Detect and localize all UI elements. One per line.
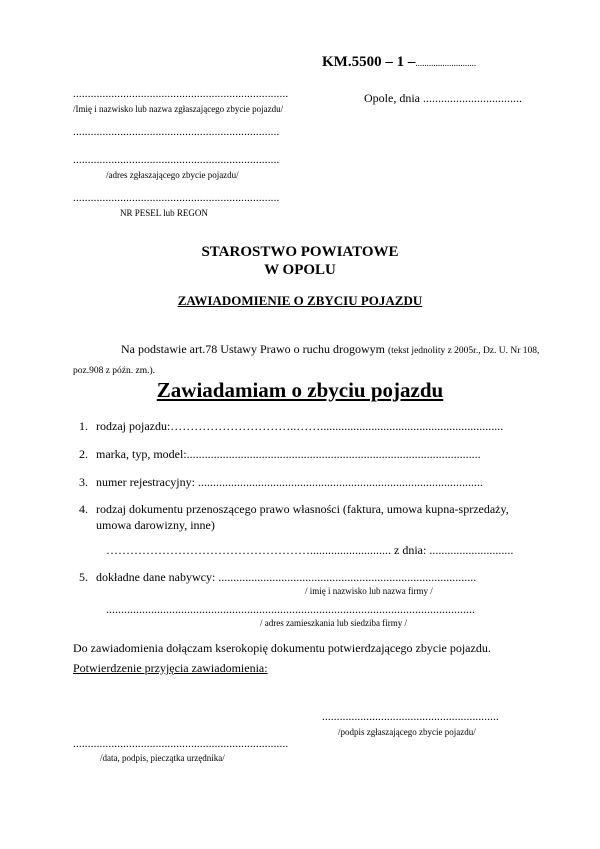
item-text[interactable]: dokładne dane nabywcy: ......................................................................................	[96, 570, 477, 584]
notice-title: ZAWIADOMIENIE O ZBYCIU POJAZDU	[177, 293, 423, 308]
applicant-signature-caption: /podpis zgłaszającego zbycie pojazdu/	[338, 727, 476, 737]
legal-basis-paragraph	[73, 340, 543, 380]
item-text[interactable]: marka, typ, model:..................................................................................................	[96, 447, 481, 461]
item-number: 2.	[79, 447, 88, 461]
pesel-caption: NR PESEL lub REGON	[120, 208, 208, 218]
item-number: 4.	[79, 502, 88, 516]
clerk-signature-caption: /data, podpis, pieczątka urzędnika/	[100, 753, 225, 763]
item-number: 5.	[79, 570, 88, 584]
applicant-signature-line[interactable]: ............................................................	[322, 711, 499, 723]
clerk-signature-line[interactable]: .........................................................................	[73, 738, 289, 750]
office-name-line-2: W OPOLU	[264, 262, 336, 278]
reference-number	[322, 54, 476, 71]
item-vehicle-type[interactable]	[66, 419, 503, 434]
office-name-line-1: STAROSTWO POWIATOWE	[201, 244, 399, 260]
applicant-name-line[interactable]: .........................................................................	[73, 88, 289, 100]
applicant-address-caption: /adres zgłaszającego zbycie pojazdu/	[106, 170, 239, 180]
item-number: 3.	[79, 475, 88, 489]
legal-basis-note: (tekst jednolity z 2005r., Dz. U. Nr 108, poz.908 z późn. zm.).	[73, 346, 540, 376]
legal-basis-text: Na podstawie art.78 Ustawy Prawo o ruchu drogowym	[121, 342, 385, 356]
applicant-address-line-2[interactable]: ......................................................................	[73, 154, 280, 166]
item-buyer-details[interactable]	[66, 570, 476, 585]
applicant-address-line-1[interactable]: ......................................................................	[73, 126, 280, 138]
attachment-note: Do zawiadomienia dołączam kserokopię dokumentu potwierdzającego zbycie pojazdu.	[73, 641, 491, 655]
item-registration-number[interactable]	[66, 475, 483, 490]
applicant-name-caption: /Imię i nazwisko lub nazwa zgłaszającego zbycie pojazdu/	[73, 104, 284, 114]
document-date-line[interactable]: ……………………………………………........................... z dnia: ............................	[106, 543, 514, 557]
item-make-model[interactable]	[66, 447, 481, 462]
item-text[interactable]: rodzaj pojazdu:…………………………..…….............................................................	[96, 419, 504, 433]
main-heading: Zawiadamiam o zbyciu pojazdu	[156, 378, 444, 402]
reference-number-prefix: KM.5500 – 1 –	[322, 54, 416, 70]
confirmation-label: Potwierdzenie przyjęcia zawiadomienia:	[73, 661, 268, 675]
item-transfer-document-cont: umowa darowizny, inne)	[96, 518, 215, 532]
buyer-address-line[interactable]: ...........................................................................................................................	[106, 602, 475, 616]
reference-number-blank[interactable]: ...........................	[415, 58, 477, 68]
buyer-address-caption: / adres zamieszkania lub siedziba firmy /	[260, 618, 407, 628]
pesel-line[interactable]: ......................................................................	[73, 192, 280, 204]
item-transfer-document	[66, 502, 509, 517]
buyer-name-caption: / imię i nazwisko lub nazwa firmy /	[305, 586, 433, 596]
item-text: rodzaj dokumentu przenoszącego prawo własności (faktura, umowa kupna-sprzedaży,	[96, 502, 509, 516]
place-date-field[interactable]: Opole, dnia .................................	[364, 91, 522, 105]
item-number: 1.	[79, 419, 88, 433]
item-text[interactable]: numer rejestracyjny: ...............................................................................................	[96, 475, 483, 489]
